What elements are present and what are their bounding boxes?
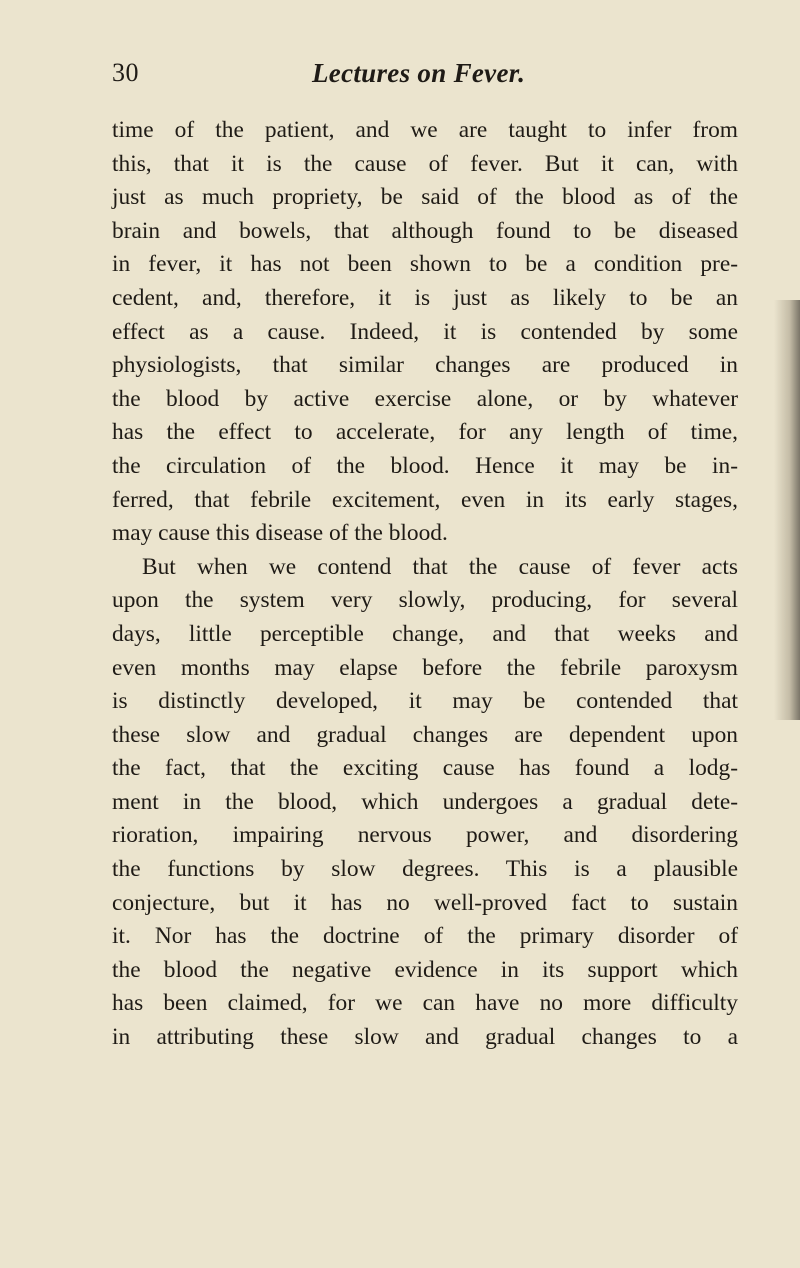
body-text [112,114,738,1055]
running-title: Lectures on Fever. [312,58,526,88]
text-line: effect as a cause. Indeed, it is contended by some [112,318,738,345]
text-line: the fact, that the exciting cause has found a lodg- [112,755,738,782]
text-line: the circulation of the blood. Hence it may be in- [112,452,738,479]
text-line: days, little perceptible change, and that weeks and [112,620,738,647]
text-line: has been claimed, for we can have no more difficulty [112,990,738,1017]
text-line: even months may elapse before the febrile paroxysm [112,654,738,681]
text-line: the functions by slow degrees. This is a plausible [112,856,738,883]
text-line: has the effect to accelerate, for any length of time, [112,419,738,446]
text-line: time of the patient, and we are taught to infer from [112,117,738,143]
paragraph-start-line: But when we contend that the cause of fever acts [142,553,738,580]
page-edge-shadow [774,300,800,720]
text-line: the blood the negative evidence in its support which [112,956,738,983]
page-number: 30 [112,58,139,87]
text-line: cedent, and, therefore, it is just as likely to be an [112,284,738,311]
text-line: in fever, it has not been shown to be a condition pre- [112,251,738,278]
text-line: just as much propriety, be said of the blood as of the [112,184,738,211]
text-line: the blood by active exercise alone, or by whatever [112,385,738,412]
text-line: brain and bowels, that although found to be diseased [112,217,738,244]
text-line: conjecture, but it has no well-proved fact to sustain [112,889,738,916]
paragraph-end-line: may cause this disease of the blood. [112,520,448,547]
text-line: it. Nor has the doctrine of the primary disorder of [112,923,738,950]
page-header [112,58,736,98]
text-line: ferred, that febrile excitement, even in its early stages, [112,486,738,513]
text-line: these slow and gradual changes are dependent upon [112,721,738,748]
text-line: ment in the blood, which undergoes a gradual dete- [112,788,738,815]
text-line: upon the system very slowly, producing, for several [112,587,738,614]
text-line: in attributing these slow and gradual changes to a [112,1024,738,1051]
text-line: is distinctly developed, it may be contended that [112,688,738,715]
text-line: rioration, impairing nervous power, and disordering [112,822,738,849]
text-line: this, that it is the cause of fever. But it can, with [112,150,738,177]
text-line: physiologists, that similar changes are produced in [112,352,738,379]
